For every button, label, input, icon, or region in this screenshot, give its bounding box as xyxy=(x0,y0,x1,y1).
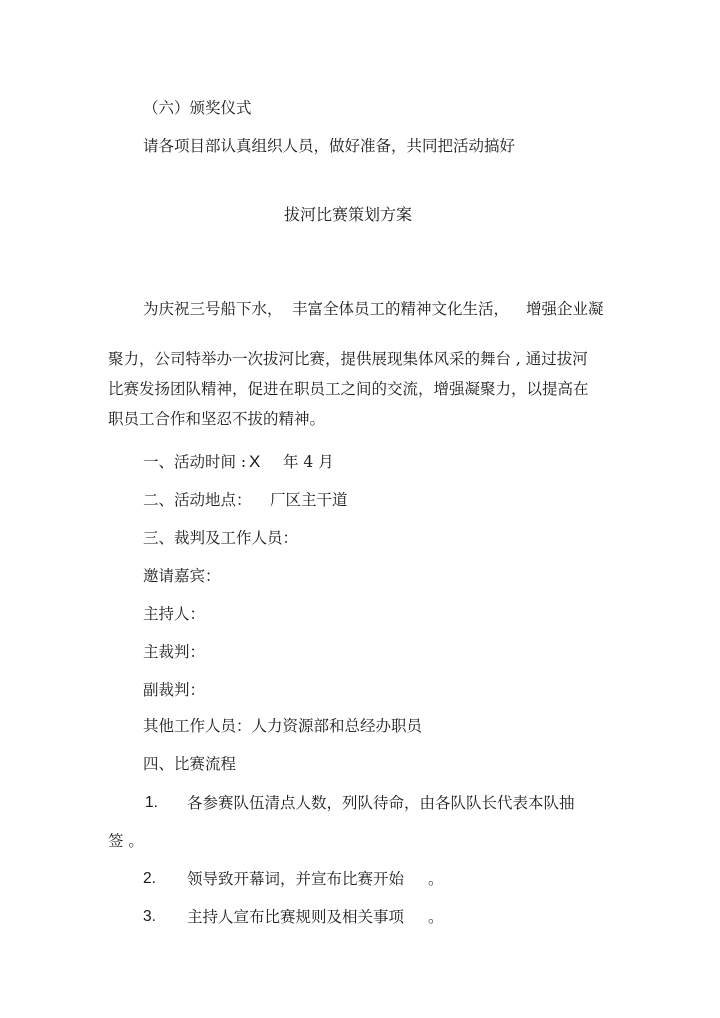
invited-guests-label: 邀请嘉宾： xyxy=(143,567,221,585)
intro-part-1: 为庆祝三号船下水， xyxy=(143,300,283,318)
activity-place-value: 厂区主干道 xyxy=(270,491,348,509)
step-1-text: 各参赛队伍清点人数，列队待命，由各队队长代表本队抽 xyxy=(187,794,575,812)
intro-part-3: 增强企业凝 xyxy=(526,300,604,318)
intro-part-2: 丰富全体员工的精神文化生活， xyxy=(292,300,510,318)
step-2-period: 。 xyxy=(428,870,444,888)
section-heading-awards: （六）颁奖仪式 xyxy=(143,99,252,117)
step-3-period: 。 xyxy=(428,908,444,926)
document-title: 拔河比赛策划方案 xyxy=(284,205,413,224)
activity-time-label: 一、活动时间 : xyxy=(143,453,247,471)
deputy-referee-label: 副裁判： xyxy=(143,681,206,699)
activity-time-year: X xyxy=(249,452,261,471)
intro-line-4: 职员工合作和坚忍不拔的精神。 xyxy=(108,410,326,428)
host-label: 主持人： xyxy=(143,605,206,623)
step-2-text: 领导致开幕词，并宣布比赛开始 xyxy=(187,870,405,888)
chief-referee-label: 主裁判： xyxy=(143,643,206,661)
activity-place-label: 二、活动地点： xyxy=(143,491,252,509)
step-2-number: 2. xyxy=(143,870,156,887)
step-3-number: 3. xyxy=(143,908,156,925)
intro-line-3: 比赛发扬团队精神，促进在职员工之间的交流，增强凝聚力，以提高在 xyxy=(108,380,589,398)
closing-note: 请各项目部认真组织人员，做好准备，共同把活动搞好 xyxy=(143,137,516,155)
step-1-number: 1. xyxy=(145,794,158,811)
activity-time-month: 年 4 月 xyxy=(283,453,334,471)
other-staff-line: 其他工作人员：人力资源部和总经办职员 xyxy=(143,717,423,735)
process-heading: 四、比赛流程 xyxy=(143,755,237,773)
step-3-text: 主持人宣布比赛规则及相关事项 xyxy=(187,908,405,926)
intro-line-2: 聚力，公司特举办一次拔河比赛，提供展现集体风采的舞台 , 通过拔河 xyxy=(108,350,588,368)
staff-heading: 三、裁判及工作人员： xyxy=(143,529,299,547)
step-1-continuation: 签 。 xyxy=(108,832,144,850)
